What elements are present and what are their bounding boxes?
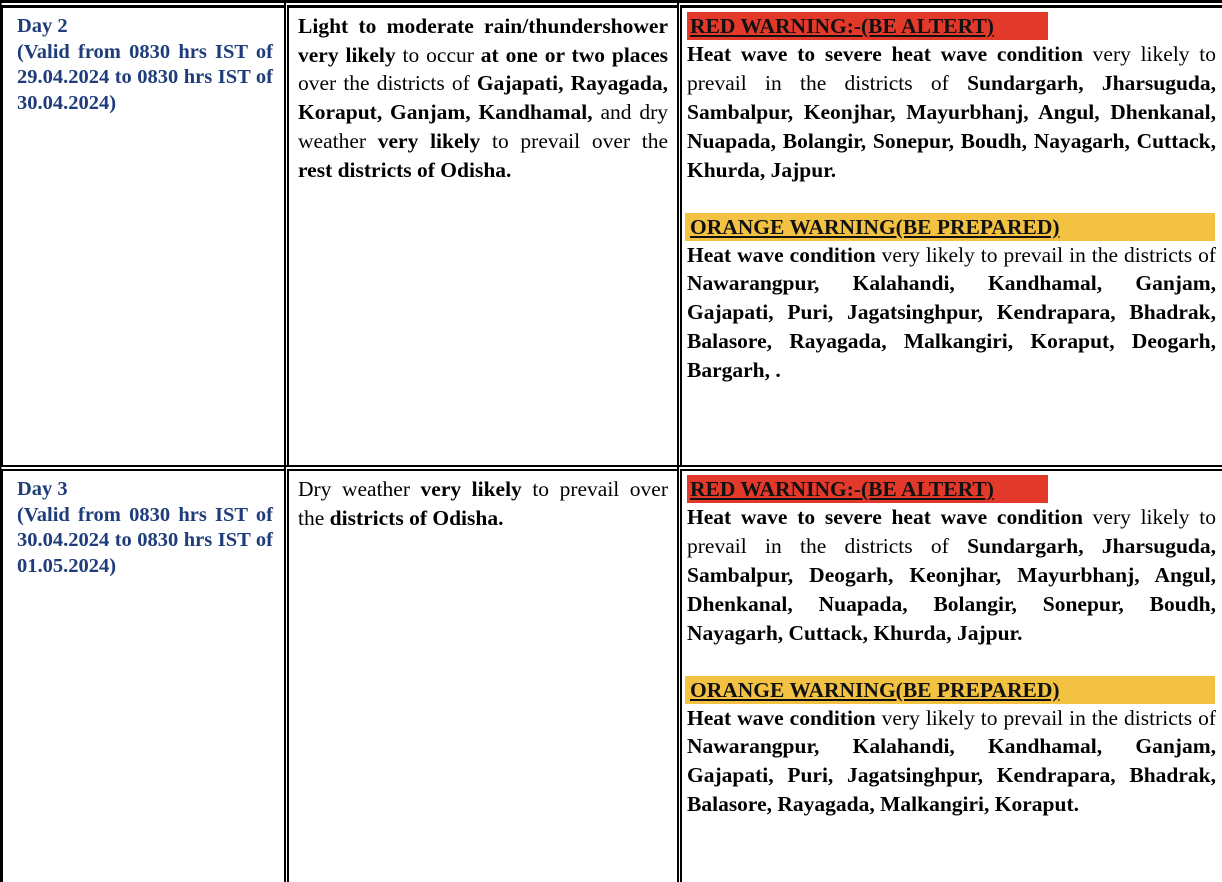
spacer — [687, 648, 1216, 676]
text-run: Heat wave to severe heat wave condition — [687, 505, 1083, 529]
text-run: Gajapati, Rayagada, Koraput, Ganjam, Kandhamal, — [298, 71, 668, 125]
forecast-text — [289, 8, 677, 184]
text-run: very likely to prevail in the districts of — [875, 705, 1216, 730]
validity-period: (Valid from 0830 hrs IST of 29.04.2024 to 0830 hrs IST of 30.04.2024) — [17, 40, 273, 114]
red-warning-text — [687, 503, 1216, 648]
day-cell-2 — [0, 465, 284, 882]
text-run: to occur — [395, 42, 481, 67]
text-run: Light to moderate rain/thundershower very likely — [298, 14, 668, 67]
text-run: districts of Odisha. — [329, 505, 504, 530]
orange-warning-text — [687, 241, 1216, 386]
warning-cell-2 — [677, 465, 1222, 882]
red-warning-label: RED WARNING:-(BE ALTERT) — [687, 475, 1048, 503]
day-label: Day 3 — [17, 478, 68, 500]
text-run: and dry weather — [298, 100, 668, 153]
text-run: Heat wave condition — [687, 705, 876, 730]
text-run: to prevail over the — [298, 477, 668, 530]
red-warning-text — [687, 40, 1216, 185]
text-run: very likely to prevail in the districts of — [875, 242, 1216, 267]
forecast-cell-1 — [284, 0, 677, 465]
orange-warning-label: ORANGE WARNING(BE PREPARED) — [685, 213, 1215, 241]
text-run: very likely to prevail in the districts of — [687, 505, 1216, 558]
text-run: Nawarangpur, Kalahandi, Kandhamal, Ganjam, Gajapati, Puri, Jagatsinghpur, Kendrapara, Bhadrak, Balasore, Rayagada, Malkangiri, Koraput. — [687, 734, 1216, 817]
orange-warning-text — [687, 704, 1216, 820]
day-label: Day 2 — [17, 15, 68, 37]
text-run: Sundargarh, Jharsuguda, Sambalpur, Deogarh, Keonjhar, Mayurbhanj, Angul, Dhenkanal, Nuapada, Bolangir, Sonepur, Boudh, Nayagarh, Cuttack, Khurda, Jajpur. — [687, 533, 1216, 645]
day-heading — [3, 471, 284, 579]
warning-block — [682, 8, 1222, 385]
text-run: very likely — [420, 477, 522, 501]
warning-cell-1 — [677, 0, 1222, 465]
text-run: to prevail over the — [480, 128, 668, 153]
text-run: over the districts of — [298, 71, 477, 96]
spacer — [687, 185, 1216, 213]
text-run: Heat wave condition — [687, 242, 876, 267]
text-run: Nawarangpur, Kalahandi, Kandhamal, Ganjam, Gajapati, Puri, Jagatsinghpur, Kendrapara, Bhadrak, Balasore, Rayagada, Malkangiri, Koraput, Deogarh, Bargarh, . — [687, 271, 1216, 383]
red-warning-label: RED WARNING:-(BE ALTERT) — [687, 12, 1048, 40]
text-run: very likely to prevail in the districts of — [687, 42, 1216, 95]
forecast-cell-2 — [284, 465, 677, 882]
text-run: very likely — [377, 128, 481, 153]
forecast-text — [289, 471, 677, 532]
text-run: rest districts of Odisha. — [298, 157, 512, 182]
day-cell-1 — [0, 0, 284, 465]
text-run: Heat wave to severe heat wave condition — [687, 42, 1083, 66]
text-run: Dry weather — [298, 477, 421, 501]
warning-block — [682, 471, 1222, 819]
day-heading — [3, 8, 284, 116]
text-run: Sundargarh, Jharsuguda, Sambalpur, Keonjhar, Mayurbhanj, Angul, Dhenkanal, Nuapada, Bolangir, Sonepur, Boudh, Nayagarh, Cuttack, Khurda, Jajpur. — [687, 70, 1216, 182]
text-run: at one or two places — [480, 42, 668, 67]
validity-period: (Valid from 0830 hrs IST of 30.04.2024 to 0830 hrs IST of 01.05.2024) — [17, 503, 273, 577]
orange-warning-label: ORANGE WARNING(BE PREPARED) — [685, 676, 1215, 704]
